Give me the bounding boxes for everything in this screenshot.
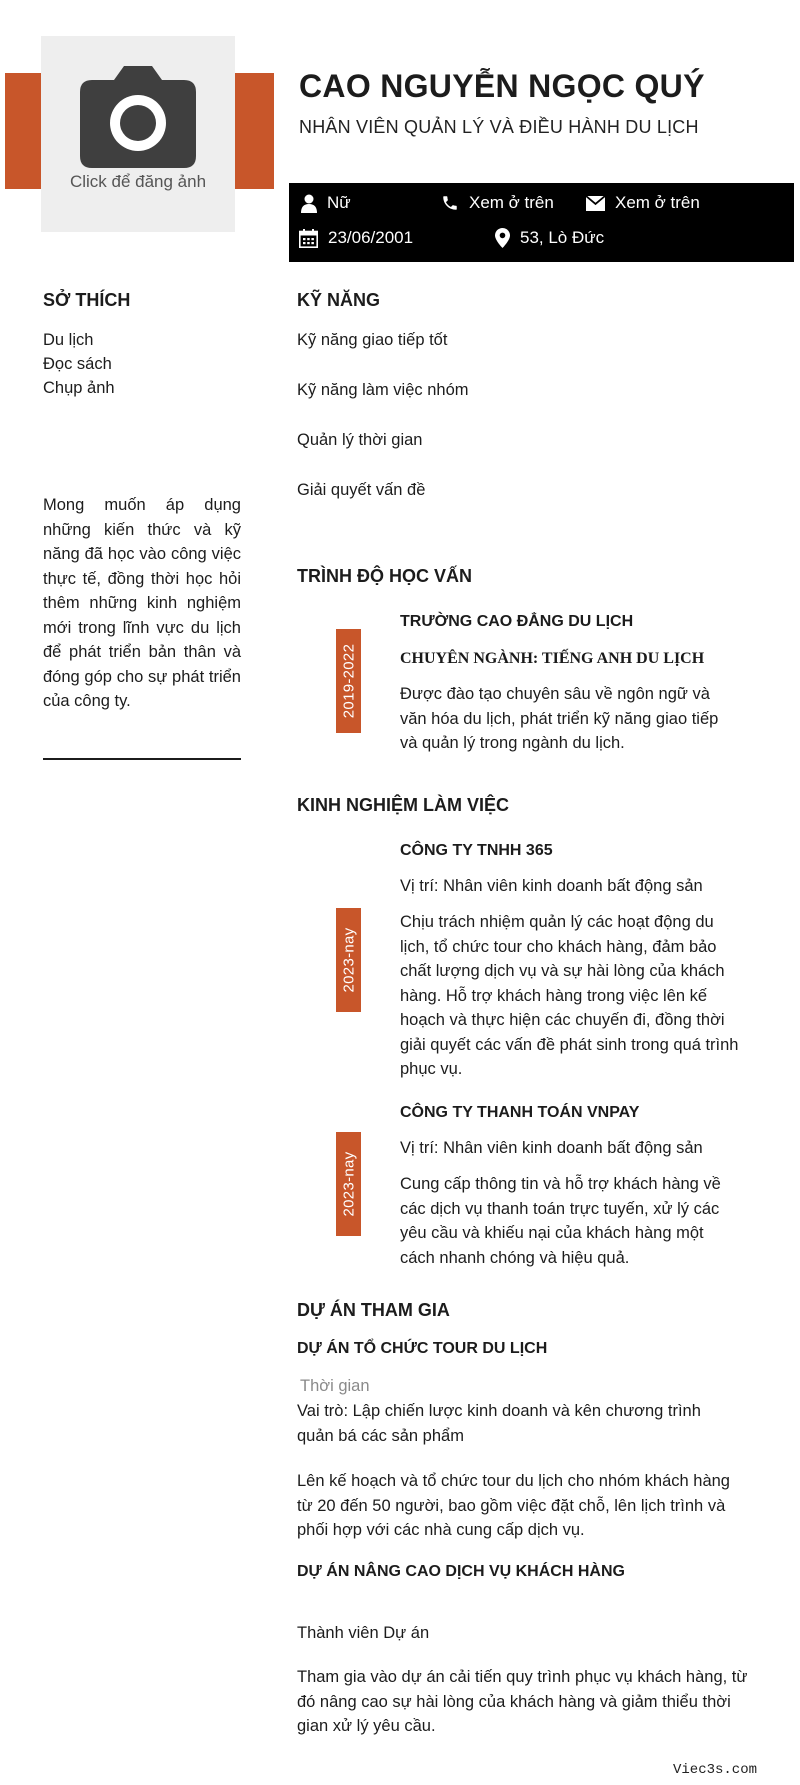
candidate-name: CAO NGUYỄN NGỌC QUÝ xyxy=(299,68,705,104)
phone-icon xyxy=(441,194,459,212)
projects-heading: DỰ ÁN THAM GIA xyxy=(297,1300,450,1320)
address-value: 53, Lò Đức xyxy=(520,228,605,247)
project-time: Thời gian xyxy=(300,1377,370,1395)
job-description: Chịu trách nhiệm quản lý các hoạt động du lịch, tổ chức tour cho khách hàng, đảm bảo chất lượng dịch vụ và sự hài lòng của khách hàng. Hỗ trợ khách hàng trong việc lên kế hoạch và thực hiện các chuyến đi, đồng thời giải quyết các vấn đề phát sinh trong quá trình phục vụ. xyxy=(400,913,739,1078)
contact-bar xyxy=(289,183,794,262)
job-period-badge xyxy=(336,908,361,1012)
photo-accent-right xyxy=(235,73,274,189)
email-item[interactable] xyxy=(586,193,700,213)
phone-item[interactable] xyxy=(441,193,554,213)
gender-value: Nữ xyxy=(327,193,351,212)
footer-watermark: Viec3s.com xyxy=(673,1762,758,1778)
hobbies-heading: SỞ THÍCH xyxy=(43,290,131,310)
job-period: 2023-nay xyxy=(340,927,357,993)
gender-item xyxy=(301,193,351,213)
photo-caption: Click để đăng ảnh xyxy=(69,172,207,191)
company-name: CÔNG TY TNHH 365 xyxy=(400,842,553,859)
hobby-item: Đọc sách xyxy=(43,355,112,373)
location-pin-icon xyxy=(495,228,510,248)
photo-accent-left xyxy=(5,73,41,189)
job-description: Cung cấp thông tin và hỗ trợ khách hàng về các dịch vụ thanh toán trực tuyến, xử lý các yêu cầu và khiếu nại của khách hàng một cách nhanh chóng và hiệu quả. xyxy=(400,1175,721,1267)
job-title: NHÂN VIÊN QUẢN LÝ VÀ ĐIỀU HÀNH DU LỊCH xyxy=(299,117,699,137)
experience-heading: KINH NGHIỆM LÀM VIỆC xyxy=(297,795,510,815)
divider xyxy=(43,758,241,760)
project-role: Thành viên Dự án xyxy=(297,1624,430,1642)
person-icon xyxy=(301,194,317,213)
education-period: 2019-2022 xyxy=(340,643,357,719)
education-heading: TRÌNH ĐỘ HỌC VẤN xyxy=(297,566,472,586)
email-value: Xem ở trên xyxy=(615,193,700,212)
skill-item: Kỹ năng làm việc nhóm xyxy=(297,381,469,399)
job-position: Vị trí: Nhân viên kinh doanh bất động sản xyxy=(400,877,703,895)
calendar-icon xyxy=(299,229,318,248)
email-icon xyxy=(586,196,605,211)
hobby-item: Chụp ảnh xyxy=(43,379,115,397)
education-period-badge xyxy=(336,629,361,733)
skill-item: Quản lý thời gian xyxy=(297,431,423,449)
phone-value: Xem ở trên xyxy=(469,193,554,212)
skill-item: Kỹ năng giao tiếp tốt xyxy=(297,331,448,349)
job-period: 2023-nay xyxy=(340,1151,357,1217)
skills-heading: KỸ NĂNG xyxy=(297,290,381,310)
project-role: Vai trò: Lập chiến lược kinh doanh và kên chương trình quản bá các sản phẩm xyxy=(297,1402,701,1445)
major: CHUYÊN NGÀNH: TIẾNG ANH DU LỊCH xyxy=(400,650,705,667)
camera-icon xyxy=(80,64,196,168)
project-description: Lên kế hoạch và tổ chức tour du lịch cho nhóm khách hàng từ 20 đến 50 người, bao gồm việc đặt chỗ, lên lịch trình và phối hợp với các nhà cung cấp dịch vụ. xyxy=(297,1472,730,1539)
school-name: TRƯỜNG CAO ĐẲNG DU LỊCH xyxy=(400,613,634,630)
education-description: Được đào tạo chuyên sâu về ngôn ngữ và văn hóa du lịch, phát triển kỹ năng giao tiếp và quản lý trong ngành du lịch. xyxy=(400,685,719,752)
skill-item: Giải quyết vấn đề xyxy=(297,481,426,499)
birthday-value: 23/06/2001 xyxy=(328,228,414,247)
project-name: DỰ ÁN NÂNG CAO DỊCH VỤ KHÁCH HÀNG xyxy=(297,1563,625,1580)
project-description: Tham gia vào dự án cải tiến quy trình phục vụ khách hàng, từ đó nâng cao sự hài lòng của khách hàng và giảm thiểu thời gian xử lý yêu cầu. xyxy=(297,1668,748,1735)
address-item xyxy=(495,228,604,248)
career-objective: Mong muốn áp dụng những kiến thức và kỹ năng đã học vào công việc thực tế, đồng thời học hỏi thêm những kinh nghiệm mới trong lĩnh vực du lịch để phát triển bản thân và đóng góp cho sự phát triển của công ty. xyxy=(43,496,241,710)
company-name: CÔNG TY THANH TOÁN VNPAY xyxy=(400,1104,640,1121)
job-position: Vị trí: Nhân viên kinh doanh bất động sản xyxy=(400,1139,703,1157)
job-period-badge xyxy=(336,1132,361,1236)
hobby-item: Du lịch xyxy=(43,331,94,349)
birthday-item xyxy=(299,228,413,248)
project-name: DỰ ÁN TỔ CHỨC TOUR DU LỊCH xyxy=(297,1340,548,1357)
